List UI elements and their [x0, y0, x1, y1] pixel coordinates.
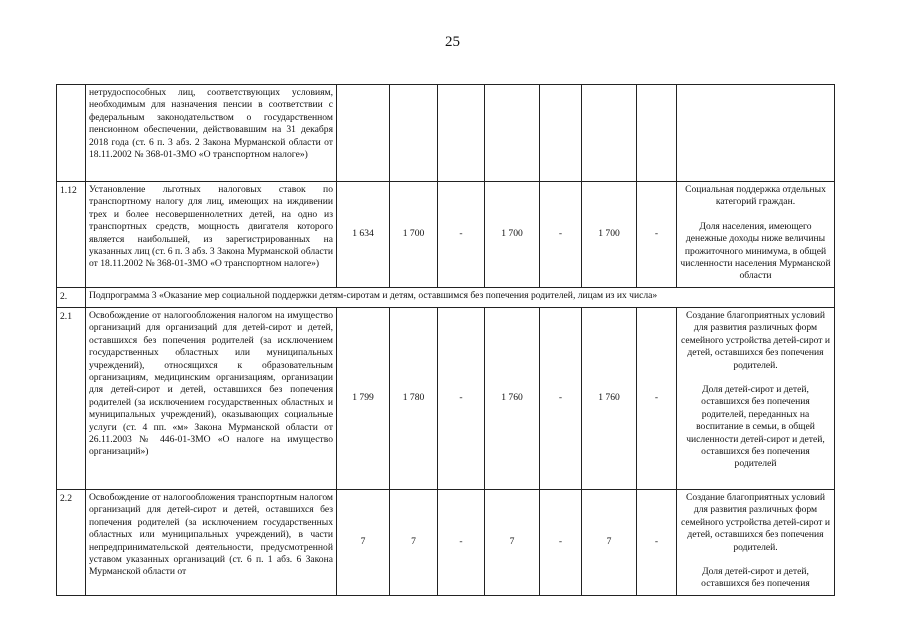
row-description: Освобождение от налогообложения налогом на имущество организаций для организаций для детей-сирот и детей, оставшихся без попечения родителей (за исключением государственных областных или муниципальных учреждений), относящихся к образовательным организациям, медицинским организациям, организации для детей-сирот и детей, оставшихся без попечения родителей (за исключением государственных областных и муниципальных учреждений), оказывающих социальные услуги (ст. 4 пп. «м» Закона Мурманской области от 26.11.2003 № 446-01-ЗМО «О налоге на имущество организаций») — [86, 308, 337, 490]
value-cell: 1 780 — [390, 308, 438, 490]
subprogram-title: Подпрограмма 3 «Оказание мер социальной поддержки детям-сиротам и детям, оставшимся без попечения родителей, лицам из их числа» — [86, 288, 835, 308]
goal-cell — [677, 490, 835, 596]
value-cell: 7 — [390, 490, 438, 596]
row-index: 2. — [57, 288, 86, 308]
goal-text: Создание благоприятных условий для развития различных форм семейного устройства детей-сирот и детей, оставшихся без попечения родителей. — [680, 310, 831, 371]
value-cell: 1 760 — [485, 308, 540, 490]
row-index — [57, 85, 86, 182]
value-cell: 1 700 — [390, 182, 438, 288]
value-cell: - — [438, 308, 485, 490]
value-cell — [485, 85, 540, 182]
value-cell: 7 — [485, 490, 540, 596]
value-cell — [582, 85, 637, 182]
value-cell: - — [540, 308, 582, 490]
goal-cell — [677, 308, 835, 490]
value-cell: - — [540, 490, 582, 596]
row-description: Освобождение от налогообложения транспортным налогом организаций для детей-сирот и детей, оставшихся без попечения родителей (за исключением государственных областных или муниципальных учреждений), в части непредпринимательской деятельности, предусмотренной уставом указанных организаций (ст. 6 п. 1 абз. 6 Закона Мурманской области от — [86, 490, 337, 596]
value-cell — [390, 85, 438, 182]
row-description: Установление льготных налоговых ставок по транспортному налогу для лиц, имеющих на иждивении трех и более несовершеннолетних детей, на одно из транспортных средств, мощность двигателя которого является наибольшей, из зарегистрированных на указанных лиц (ст. 6 п. 3 абз. 3 Закона Мурманской области от 18.11.2002 № 368-01-ЗМО «О транспортном налоге») — [86, 182, 337, 288]
table-row — [57, 308, 835, 490]
value-cell: - — [637, 308, 677, 490]
value-cell: 1 634 — [337, 182, 390, 288]
value-cell: 7 — [582, 490, 637, 596]
indicator-text: Доля детей-сирот и детей, оставшихся без попечения родителей, переданных на воспитание в семьи, в общей численности детей-сирот и детей, оставшихся без попечения родителей — [686, 384, 825, 470]
value-cell: 1 799 — [337, 308, 390, 490]
page-number: 25 — [445, 34, 460, 50]
row-index: 2.2 — [57, 490, 86, 596]
value-cell: 1 700 — [582, 182, 637, 288]
value-cell: - — [438, 182, 485, 288]
indicator-text: Доля детей-сирот и детей, оставшихся без попечения — [701, 566, 810, 590]
value-cell — [540, 85, 582, 182]
row-index: 1.12 — [57, 182, 86, 288]
value-cell — [438, 85, 485, 182]
value-cell: - — [637, 490, 677, 596]
indicator-text: Доля населения, имеющего денежные доходы ниже величины прожиточного минимума, в общей численности населения Мурманской области — [680, 220, 831, 282]
table-row — [57, 490, 835, 596]
value-cell — [337, 85, 390, 182]
value-cell: 1 760 — [582, 308, 637, 490]
table-row — [57, 288, 835, 308]
goal-text: Создание благоприятных условий для развития различных форм семейного устройства детей-сирот и детей, оставшихся без попечения родителей. — [680, 492, 831, 553]
table-row — [57, 85, 835, 182]
row-index: 2.1 — [57, 308, 86, 490]
goal-cell — [677, 182, 835, 288]
value-cell: - — [540, 182, 582, 288]
value-cell: - — [438, 490, 485, 596]
table-row — [57, 182, 835, 288]
value-cell: 1 700 — [485, 182, 540, 288]
value-cell — [637, 85, 677, 182]
value-cell: 7 — [337, 490, 390, 596]
row-description: нетрудоспособных лиц, соответствующих условиям, необходимым для назначения пенсии в соответствии с федеральным законодательством о государственном пенсионном обеспечении, действовавшим на 31 декабря 2018 года (ст. 6 п. 3 абз. 2 Закона Мурманской области от 18.11.2002 № 368-01-ЗМО «О транспортном налоге») — [86, 85, 337, 182]
value-cell: - — [637, 182, 677, 288]
goal-text: Социальная поддержка отдельных категорий граждан. — [685, 184, 826, 208]
goal-cell — [677, 85, 835, 182]
tax-benefits-table — [56, 84, 835, 596]
